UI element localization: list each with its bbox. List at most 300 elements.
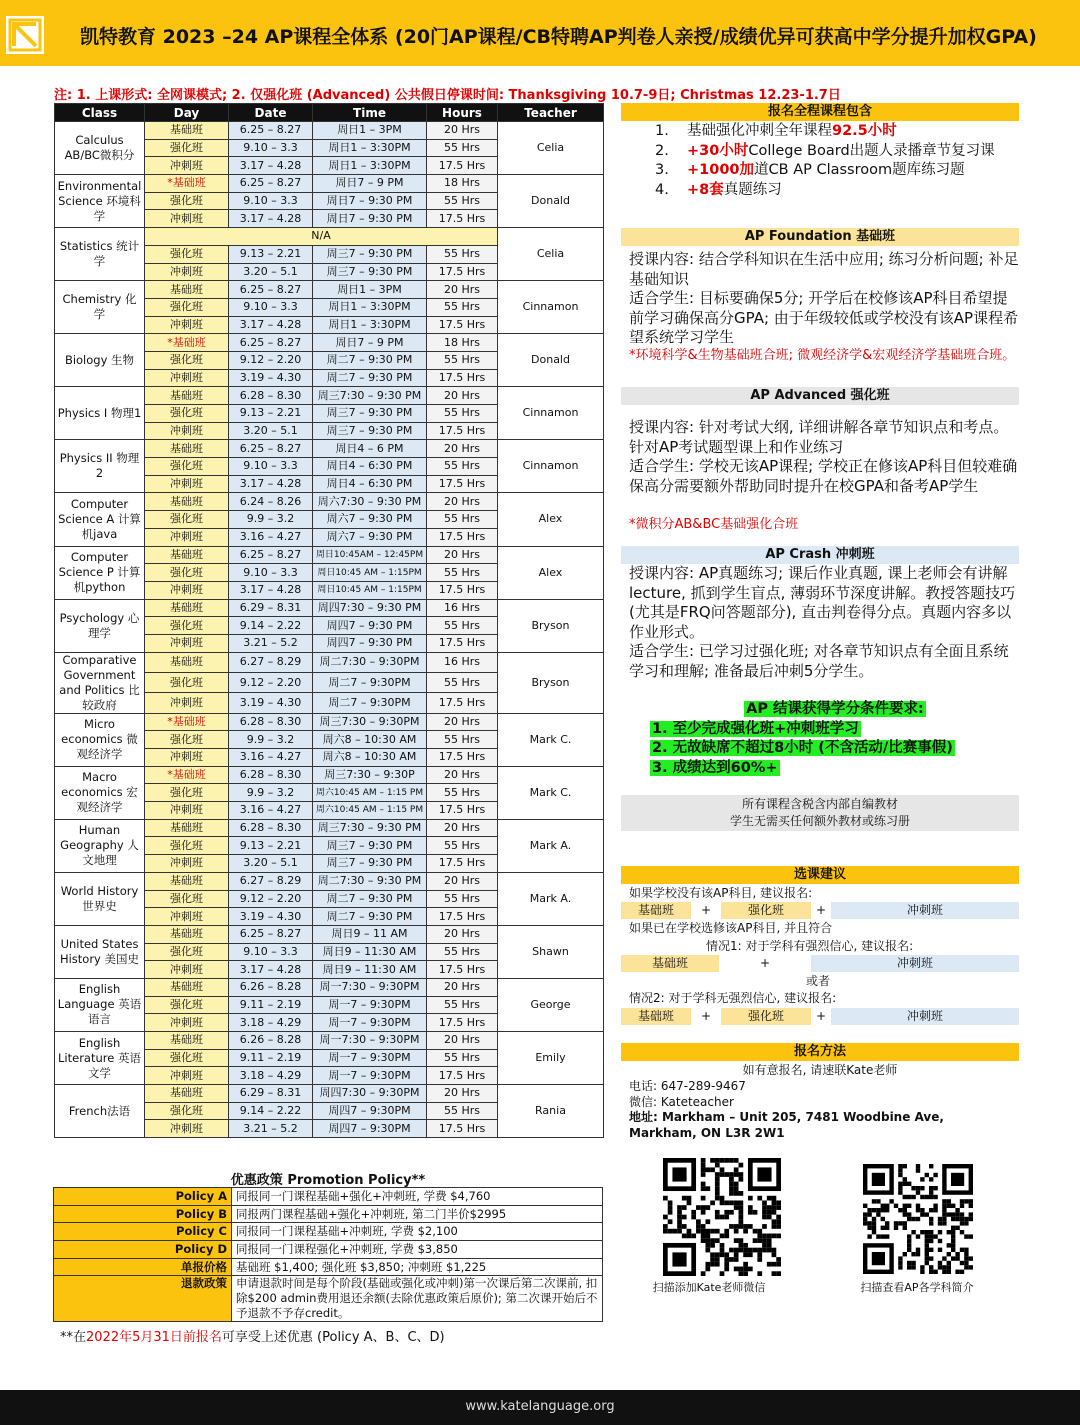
hours-cell: 17.5 Hrs	[427, 210, 498, 228]
level-cell: 强化班	[145, 943, 229, 961]
date-cell: 6.28 – 8.30	[229, 387, 313, 405]
item-highlight: +8套	[687, 181, 724, 198]
option-advanced: 强化班	[721, 902, 811, 919]
na-cell: N/A	[145, 228, 498, 246]
level-cell: 冲刺班	[145, 961, 229, 979]
promo-value: 同报两门课程基础+强化+冲刺班, 第二门半价$2995	[232, 1205, 603, 1223]
time-cell: 周三7 – 9:30 PM	[313, 245, 427, 263]
time-cell: 周二7 – 9:30 PM	[313, 908, 427, 926]
option-basic: 基础班	[621, 955, 719, 972]
time-cell: 周日1 – 3:30PM	[313, 316, 427, 334]
level-cell: 冲刺班	[145, 210, 229, 228]
teacher-name: Bryson	[498, 652, 604, 713]
level-cell: 强化班	[145, 617, 229, 635]
table-row	[55, 122, 604, 140]
teacher-name: Celia	[498, 228, 604, 281]
requirement-title: AP 结课获得学分条件要求:	[746, 701, 924, 717]
hours-cell: 16 Hrs	[427, 652, 498, 672]
item-highlight: +1000加	[687, 162, 755, 178]
hours-cell: 55 Hrs	[427, 837, 498, 855]
date-cell: 9.14 – 2.22	[229, 1102, 313, 1120]
table-row	[55, 546, 604, 564]
level-cell: 强化班	[145, 458, 229, 476]
plus-sign: +	[815, 1009, 827, 1023]
level-cell: 基础班	[145, 493, 229, 511]
time-cell: 周四7:30 – 9:30 PM	[313, 599, 427, 617]
level-cell: 基础班	[145, 122, 229, 140]
date-cell: 3.17 – 4.28	[229, 475, 313, 493]
hours-cell: 55 Hrs	[427, 996, 498, 1014]
promo-table	[53, 1187, 603, 1322]
time-cell: 周三7 – 9:30 PM	[313, 855, 427, 873]
table-row	[55, 228, 604, 246]
time-cell: 周四7 – 9:30PM	[313, 1102, 427, 1120]
kate-logo-icon	[6, 16, 44, 54]
hours-cell: 20 Hrs	[427, 1085, 498, 1103]
time-cell: 周日10:45 AM – 1:15PM	[313, 581, 427, 599]
level-cell: 强化班	[145, 298, 229, 316]
promo-row	[54, 1188, 603, 1206]
table-row	[55, 334, 604, 352]
hours-cell: 55 Hrs	[427, 458, 498, 476]
level-cell: 冲刺班	[145, 1067, 229, 1085]
date-cell: 9.10 – 3.3	[229, 139, 313, 157]
hours-cell: 55 Hrs	[427, 1102, 498, 1120]
hours-cell: 17.5 Hrs	[427, 475, 498, 493]
time-cell: 周三7 – 9:30 PM	[313, 422, 427, 440]
item-number: 3.	[655, 162, 669, 178]
schedule-body	[55, 122, 604, 1138]
website-link[interactable]: www.katelanguage.org	[465, 1399, 615, 1414]
time-cell: 周一7:30 – 9:30PM	[313, 1032, 427, 1050]
time-cell: 周四7 – 9:30 PM	[313, 617, 427, 635]
teacher-name: Celia	[498, 122, 604, 175]
crash-content: 授课内容: AP真题练习; 课后作业真题, 课上老师会有讲解lecture, 抓到学生盲点, 薄弱环节深度讲解。教授答题技巧 (尤其是FRQ问答题部分), 直击判卷得分点。真题内容多以作业形式。	[629, 564, 1016, 641]
hours-cell: 16 Hrs	[427, 599, 498, 617]
promo-row	[54, 1258, 603, 1276]
promo-row	[54, 1205, 603, 1223]
date-cell: 9.9 – 3.2	[229, 784, 313, 802]
course-name: World History 世界史	[55, 872, 145, 925]
level-cell: 强化班	[145, 1102, 229, 1120]
item-text: 真题练习	[723, 181, 782, 198]
hours-cell: 55 Hrs	[427, 192, 498, 210]
level-cell: 基础班	[145, 387, 229, 405]
level-cell: 冲刺班	[145, 422, 229, 440]
time-cell: 周四7 – 9:30PM	[313, 1120, 427, 1138]
selection-option-row	[621, 902, 1019, 919]
level-cell: 冲刺班	[145, 908, 229, 926]
item-text: 基础强化冲刺全年课程	[687, 123, 832, 139]
selection-case2-row	[621, 1008, 1019, 1025]
teacher-name: Emily	[498, 1032, 604, 1085]
level-cell: 基础班	[145, 1032, 229, 1050]
signup-title: 报名方法	[621, 1043, 1019, 1061]
date-cell: 9.11 – 2.19	[229, 1049, 313, 1067]
col-header-day: Day	[145, 104, 229, 122]
foundation-note: *环境科学&生物基础班合班; 微观经济学&宏观经济学基础班合班。	[629, 348, 1016, 363]
signup-address: 地址: Markham – Unit 205, 7481 Woodbine Ave, Markham, ON L3R 2W1	[629, 1110, 944, 1140]
hours-cell: 20 Hrs	[427, 925, 498, 943]
advanced-content: 授课内容: 针对考试大纲, 详细讲解各章节知识点和考点。针对AP考试题型课上和作业练习	[629, 418, 1009, 456]
table-row	[55, 713, 604, 731]
level-cell: 冲刺班	[145, 749, 229, 767]
table-row	[55, 493, 604, 511]
level-cell: *基础班	[145, 175, 229, 193]
promo-value: 基础班 $1,400; 强化班 $3,850; 冲刺班 $1,225	[232, 1258, 603, 1276]
date-cell: 3.17 – 4.28	[229, 316, 313, 334]
date-cell: 6.27 – 8.29	[229, 652, 313, 672]
item-highlight: 92.5小时	[832, 123, 897, 139]
date-cell: 3.18 – 4.29	[229, 1067, 313, 1085]
hours-cell: 20 Hrs	[427, 546, 498, 564]
item-highlight: +30小时	[687, 142, 749, 159]
hours-cell: 20 Hrs	[427, 122, 498, 140]
level-cell: 强化班	[145, 351, 229, 369]
promo-row	[54, 1276, 603, 1322]
hours-cell: 55 Hrs	[427, 139, 498, 157]
time-cell: 周二7:30 – 9:30PM	[313, 652, 427, 672]
date-cell: 6.25 – 8.27	[229, 122, 313, 140]
plus-sign: +	[815, 903, 827, 917]
table-row	[55, 872, 604, 890]
course-name: Computer Science A 计算机java	[55, 493, 145, 546]
header-bar	[0, 0, 1080, 66]
advanced-fit: 适合学生: 学校无该AP课程; 学校正在修该AP科目但较难确保高分需要额外帮助同时提升在校GPA和备考AP学生	[629, 457, 1018, 495]
teacher-name: Donald	[498, 334, 604, 387]
teacher-name: Cinnamon	[498, 387, 604, 440]
hours-cell: 17.5 Hrs	[427, 634, 498, 652]
level-cell: 强化班	[145, 837, 229, 855]
table-row	[55, 652, 604, 672]
package-item	[655, 122, 1025, 142]
hours-cell: 20 Hrs	[427, 281, 498, 299]
option-crash: 冲刺班	[811, 955, 1019, 972]
date-cell: 6.29 – 8.31	[229, 599, 313, 617]
course-name: English Language 英语语言	[55, 978, 145, 1031]
hours-cell: 17.5 Hrs	[427, 528, 498, 546]
teacher-name: Alex	[498, 493, 604, 546]
table-row	[55, 1032, 604, 1050]
level-cell: 基础班	[145, 978, 229, 996]
level-cell: 冲刺班	[145, 1014, 229, 1032]
course-name: Calculus AB/BC微积分	[55, 122, 145, 175]
level-cell: 冲刺班	[145, 634, 229, 652]
time-cell: 周一7 – 9:30PM	[313, 1067, 427, 1085]
requirement-item: 2. 无故缺席不超过8小时 (不含活动/比赛事假)	[652, 740, 953, 756]
selection-or: 或者	[806, 974, 831, 988]
item-number: 2.	[655, 142, 669, 159]
date-cell: 6.25 – 8.27	[229, 546, 313, 564]
course-name: French法语	[55, 1085, 145, 1138]
level-cell: 冲刺班	[145, 475, 229, 493]
date-cell: 9.13 – 2.21	[229, 245, 313, 263]
time-cell: 周日1 – 3:30PM	[313, 298, 427, 316]
teacher-name: Mark A.	[498, 872, 604, 925]
level-cell: 冲刺班	[145, 1120, 229, 1138]
requirement-item: 3. 成绩达到60%+	[652, 759, 778, 776]
date-cell: 3.17 – 4.28	[229, 157, 313, 175]
materials-box	[621, 795, 1019, 831]
promo-key: 退款政策	[54, 1276, 232, 1322]
crash-fit: 适合学生: 已学习过强化班; 对各章节知识点有全面且系统学习和理解; 准备最后冲刺5分学生。	[629, 642, 1009, 680]
time-cell: 周日1 – 3PM	[313, 122, 427, 140]
level-cell: 基础班	[145, 281, 229, 299]
hours-cell: 20 Hrs	[427, 387, 498, 405]
table-row	[55, 175, 604, 193]
materials-line: 所有课程含税含内部自编教材	[741, 797, 898, 811]
time-cell: 周二7 – 9:30 PM	[313, 369, 427, 387]
course-name: Psychology 心理学	[55, 599, 145, 652]
hours-cell: 18 Hrs	[427, 175, 498, 193]
date-cell: 9.10 – 3.3	[229, 298, 313, 316]
teacher-name: Shawn	[498, 925, 604, 978]
promo-row	[54, 1223, 603, 1241]
level-cell: 强化班	[145, 139, 229, 157]
level-cell: *基础班	[145, 766, 229, 784]
hours-cell: 55 Hrs	[427, 1049, 498, 1067]
date-cell: 3.20 – 5.1	[229, 855, 313, 873]
date-cell: 6.25 – 8.27	[229, 281, 313, 299]
level-cell: 冲刺班	[145, 316, 229, 334]
time-cell: 周一7 – 9:30PM	[313, 1049, 427, 1067]
promo-key: Policy B	[54, 1205, 232, 1223]
table-row	[55, 1085, 604, 1103]
level-cell: 冲刺班	[145, 855, 229, 873]
level-cell: *基础班	[145, 713, 229, 731]
table-row	[55, 925, 604, 943]
date-cell: 9.9 – 3.2	[229, 511, 313, 529]
plus-sign: +	[700, 1009, 712, 1023]
hours-cell: 55 Hrs	[427, 672, 498, 692]
date-cell: 3.20 – 5.1	[229, 263, 313, 281]
selection-case2: 情况2: 对于学科无强烈信心, 建议报名:	[629, 991, 837, 1005]
time-cell: 周日4 – 6:30 PM	[313, 475, 427, 493]
wechat-qr-code-icon[interactable]	[663, 1158, 781, 1276]
promo-key: Policy C	[54, 1223, 232, 1241]
hours-cell: 55 Hrs	[427, 245, 498, 263]
teacher-name: Mark C.	[498, 766, 604, 819]
level-cell: 基础班	[145, 872, 229, 890]
level-cell: 基础班	[145, 599, 229, 617]
hours-cell: 20 Hrs	[427, 819, 498, 837]
hours-cell: 20 Hrs	[427, 493, 498, 511]
hours-cell: 17.5 Hrs	[427, 749, 498, 767]
time-cell: 周日7 – 9:30 PM	[313, 210, 427, 228]
hours-cell: 55 Hrs	[427, 890, 498, 908]
teacher-name: Cinnamon	[498, 281, 604, 334]
promo-key: 单报价格	[54, 1258, 232, 1276]
level-cell: 强化班	[145, 731, 229, 749]
level-cell: 冲刺班	[145, 369, 229, 387]
table-row	[55, 599, 604, 617]
option-advanced: 强化班	[721, 1008, 811, 1025]
col-header-teacher: Teacher	[498, 104, 604, 122]
course-name: United States History 美国史	[55, 925, 145, 978]
promo-value: 同报同一门课程基础+冲刺班, 学费 $2,100	[232, 1223, 603, 1241]
hours-cell: 20 Hrs	[427, 713, 498, 731]
time-cell: 周三7:30 – 9:30 PM	[313, 387, 427, 405]
level-cell: 强化班	[145, 564, 229, 582]
date-cell: 6.25 – 8.27	[229, 175, 313, 193]
time-cell: 周二7 – 9:30 PM	[313, 890, 427, 908]
date-cell: 3.19 – 4.30	[229, 369, 313, 387]
hours-cell: 20 Hrs	[427, 766, 498, 784]
time-cell: 周二7 – 9:30 PM	[313, 351, 427, 369]
time-cell: 周四7:30 – 9:30PM	[313, 1085, 427, 1103]
date-cell: 6.26 – 8.28	[229, 978, 313, 996]
table-row	[55, 978, 604, 996]
table-row	[55, 440, 604, 458]
package-title: 报名全程课程包含	[621, 103, 1019, 121]
date-cell: 6.27 – 8.29	[229, 872, 313, 890]
date-cell: 9.12 – 2.20	[229, 672, 313, 692]
time-cell: 周六7 – 9:30 PM	[313, 511, 427, 529]
level-cell: 强化班	[145, 405, 229, 423]
level-cell: 强化班	[145, 192, 229, 210]
time-cell: 周二7:30 – 9:30 PM	[313, 872, 427, 890]
foundation-title: AP Foundation 基础班	[621, 228, 1019, 246]
hours-cell: 55 Hrs	[427, 351, 498, 369]
footer-bar	[0, 1390, 1080, 1425]
date-cell: 6.28 – 8.30	[229, 766, 313, 784]
level-cell: 冲刺班	[145, 581, 229, 599]
course-name: English Literature 英语文学	[55, 1032, 145, 1085]
teacher-name: Cinnamon	[498, 440, 604, 493]
selection-case1: 情况1: 对于学科有强烈信心, 建议报名:	[706, 939, 914, 953]
teacher-name: Bryson	[498, 599, 604, 652]
teacher-name: Rania	[498, 1085, 604, 1138]
date-cell: 9.14 – 2.22	[229, 617, 313, 635]
hours-cell: 55 Hrs	[427, 731, 498, 749]
hours-cell: 17.5 Hrs	[427, 581, 498, 599]
signup-wechat: 微信: Kateteacher	[629, 1095, 734, 1109]
time-cell: 周六10:45 AM – 1:15 PM	[313, 802, 427, 820]
date-cell: 6.25 – 8.27	[229, 440, 313, 458]
level-cell: 强化班	[145, 1049, 229, 1067]
level-cell: 强化班	[145, 672, 229, 692]
date-cell: 9.10 – 3.3	[229, 564, 313, 582]
schedule-note: 注: 1. 上课形式: 全网课模式; 2. 仅强化班 (Advanced) 公共假日停课时间: Thanksgiving 10.7-9日; Christmas 12.23-1.7日	[54, 88, 841, 102]
schedule-table	[54, 103, 604, 1138]
level-cell: 冲刺班	[145, 693, 229, 713]
teacher-name: Alex	[498, 546, 604, 599]
date-cell: 3.17 – 4.28	[229, 961, 313, 979]
level-cell: 强化班	[145, 511, 229, 529]
materials-line: 学生无需买任何额外教材或练习册	[729, 814, 910, 828]
promo-footnote	[60, 1326, 620, 1345]
date-cell: 9.10 – 3.3	[229, 943, 313, 961]
date-cell: 9.12 – 2.20	[229, 890, 313, 908]
date-cell: 9.10 – 3.3	[229, 458, 313, 476]
footnote-text: **在	[60, 1330, 87, 1345]
level-cell: 冲刺班	[145, 528, 229, 546]
date-cell: 3.16 – 4.27	[229, 802, 313, 820]
date-cell: 9.11 – 2.19	[229, 996, 313, 1014]
option-basic: 基础班	[621, 902, 691, 919]
time-cell: 周日10:45 AM – 1:15PM	[313, 564, 427, 582]
hours-cell: 17.5 Hrs	[427, 1120, 498, 1138]
time-cell: 周三7 – 9:30 PM	[313, 263, 427, 281]
date-cell: 3.19 – 4.30	[229, 908, 313, 926]
option-crash: 冲刺班	[831, 1008, 1019, 1025]
selection-line2: 如果已在学校选修该AP科目, 并且符合	[629, 921, 833, 935]
teacher-name: Donald	[498, 175, 604, 228]
level-cell: 强化班	[145, 890, 229, 908]
teacher-name: George	[498, 978, 604, 1031]
signup-contact: 如有意报名, 请速联Kate老师	[742, 1063, 898, 1077]
level-cell: 基础班	[145, 819, 229, 837]
time-cell: 周日7 – 9 PM	[313, 334, 427, 352]
course-name: Computer Science P 计算机python	[55, 546, 145, 599]
table-row	[55, 766, 604, 784]
level-cell: *基础班	[145, 334, 229, 352]
promo-title: 优惠政策 Promotion Policy**	[230, 1173, 426, 1188]
hours-cell: 55 Hrs	[427, 564, 498, 582]
time-cell: 周二7 – 9:30PM	[313, 693, 427, 713]
time-cell: 周日7 – 9:30 PM	[313, 192, 427, 210]
date-cell: 6.25 – 8.27	[229, 334, 313, 352]
level-cell: 强化班	[145, 784, 229, 802]
hours-cell: 55 Hrs	[427, 511, 498, 529]
course-name: Biology 生物	[55, 334, 145, 387]
date-cell: 6.24 – 8.26	[229, 493, 313, 511]
page-title: 凯特教育 2023 –24 AP课程全体系 (20门AP课程/CB特聘AP判卷人亲授/成绩优异可获高中学分提升加权GPA)	[80, 26, 1037, 48]
date-cell: 9.10 – 3.3	[229, 192, 313, 210]
time-cell: 周日1 – 3:30PM	[313, 157, 427, 175]
promo-key: Policy A	[54, 1188, 232, 1206]
time-cell: 周日4 – 6 PM	[313, 440, 427, 458]
time-cell: 周一7 – 9:30PM	[313, 1014, 427, 1032]
level-cell: 基础班	[145, 925, 229, 943]
option-basic: 基础班	[621, 1008, 691, 1025]
time-cell: 周一7:30 – 9:30PM	[313, 978, 427, 996]
signup-phone[interactable]: 电话: 647-289-9467	[629, 1079, 746, 1093]
time-cell: 周日7 – 9 PM	[313, 175, 427, 193]
item-text: College Board出题人录播章节复习课	[748, 142, 995, 159]
package-item	[655, 181, 1025, 201]
hours-cell: 17.5 Hrs	[427, 802, 498, 820]
plus-sign: +	[700, 903, 712, 917]
promo-value: 同报同一门课程基础+强化+冲刺班, 学费 $4,760	[232, 1188, 603, 1206]
date-cell: 3.17 – 4.28	[229, 210, 313, 228]
time-cell: 周四7 – 9:30 PM	[313, 634, 427, 652]
promo-value: 同报同一门课程强化+冲刺班, 学费 $3,850	[232, 1241, 603, 1259]
course-name: Environmental Science 环境科学	[55, 175, 145, 228]
footnote-date: 2022年5月31日前报名	[86, 1330, 222, 1345]
qr-left-caption: 扫描添加Kate老师微信	[652, 1281, 766, 1294]
item-text: 道CB AP Classroom题库练习题	[754, 162, 965, 178]
package-item	[655, 142, 1025, 162]
date-cell: 3.16 – 4.27	[229, 749, 313, 767]
time-cell: 周日9 – 11:30 AM	[313, 943, 427, 961]
advanced-note: *微积分AB&BC基础强化合班	[629, 517, 799, 532]
date-cell: 9.9 – 3.2	[229, 731, 313, 749]
col-header-class: Class	[55, 104, 145, 122]
level-cell: 冲刺班	[145, 263, 229, 281]
level-cell: 强化班	[145, 245, 229, 263]
selection-line1: 如果学校没有该AP科目, 建议报名:	[629, 886, 813, 900]
qr-right-caption: 扫描查看AP各学科简介	[860, 1281, 974, 1294]
course-name: Human Geography 人文地理	[55, 819, 145, 872]
promo-key: Policy D	[54, 1241, 232, 1259]
subjects-qr-code-icon[interactable]	[863, 1164, 973, 1274]
date-cell: 9.12 – 2.20	[229, 351, 313, 369]
date-cell: 6.28 – 8.30	[229, 819, 313, 837]
time-cell: 周日4 – 6:30 PM	[313, 458, 427, 476]
date-cell: 3.21 – 5.2	[229, 1120, 313, 1138]
item-number: 1.	[655, 123, 669, 139]
